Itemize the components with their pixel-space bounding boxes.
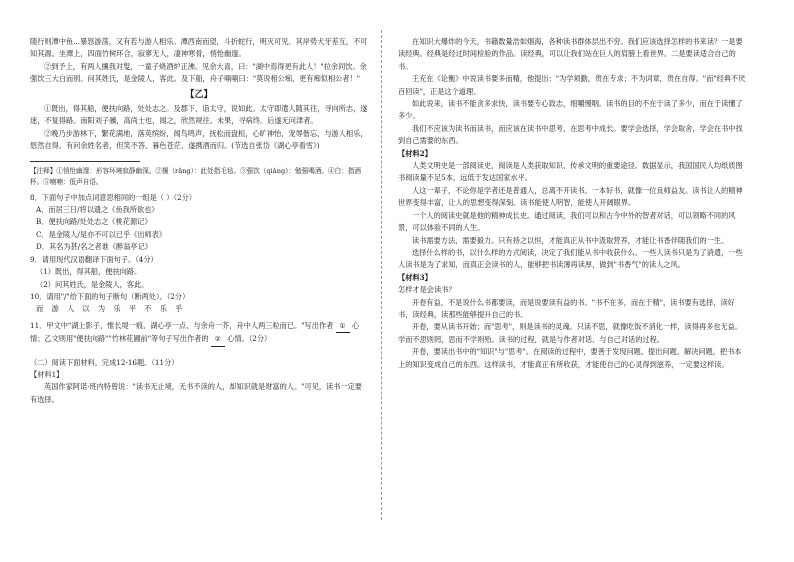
- question-8-option-d: D．其名为甚/名之者谁《醉翁亭记》: [36, 242, 152, 252]
- right-para-8: 读书需要方法，需要毅力。只有持之以恒，才能真正从书中汲取营养，才能让书香伴随我们的一生。: [412, 235, 729, 245]
- right-para-10: 开卷有益，不是说什么书都要读，而是说要读有益的书。"书不在多，而在于精"，读书要有选择，读好书，读经典，读那些能够提升自己的书。: [398, 297, 735, 319]
- right-para-1: 在知识大爆炸的今天，书籍数量浩如烟海，各种读书群体层出不穷。我们应该选择怎样的书来读？一是要读经典。经典是经过时间检验的作品。读经典，可以让我们站在巨人的肩膀上看世界。二是要读适合自己的书。: [398, 37, 743, 71]
- material-1-text: 英国作家阿诺·班内特曾说："读书无止境，无书不读的人，却知识就是财富的人。"可见，读书一定要有选择。: [30, 382, 362, 404]
- material-3-question: 怎样才是会读书？: [398, 285, 456, 295]
- right-para-5: 人类文明史是一部阅读史，阅读是人类获取知识、传承文明的重要途径。数据显示，我国国民人均纸质图书阅读量不足5本，远低于发达国家水平。: [398, 161, 743, 183]
- right-para-2: 王充在《论衡》中说读书要多而精，他提出："为学须勤，贵在专求；不为词章，贵在自得。"而"经典不厌百回读"，正是这个道理。: [398, 74, 746, 96]
- answer-blank-1[interactable]: ①: [336, 320, 350, 333]
- material-3-label: 【材料3】: [398, 272, 432, 282]
- question-8-option-b: B．便扶向路/处处志之《桃花源记》: [36, 217, 152, 227]
- right-para-11: 开卷，要从读书开始；而"思考"，则是读书的灵魂。只读不思，就像吃饭不消化一样，读得再多也无益。学而不思则罔，思而不学则殆。读书的过程，就是与作者对话、与自己对话的过程。: [398, 322, 743, 344]
- material-1-label: 【材料1】: [30, 369, 64, 379]
- section-2-heading: （二）阅读下面材料，完成12-16题。（11分）: [30, 357, 179, 367]
- passage-b-para1: ①既出，得其船，便扶向路，处处志之。及郡下，诣太守，说如此。太守即遣人随其往，寻向所志，遂迷，不复得路。南阳刘子骥，高尚士也，闻之，欣然规往。未果，寻病终。后遂无问津者。: [30, 104, 368, 126]
- right-para-7: 一个人的阅读史就是他的精神成长史。通过阅读，我们可以和古今中外的智者对话，可以领略不同的风景，可以体验不同的人生。: [398, 210, 736, 233]
- passage-b-title: 【乙】: [185, 89, 213, 100]
- left-column: [30, 36, 368, 406]
- right-para-4: 我们不应该为读书而读书，而应该在读书中思考，在思考中成长。要学会选择，学会取舍，学会在书中找到自己需要的东西。: [398, 123, 743, 146]
- question-8-option-a: A．而居三日/将以遗之《鱼我所欲也》: [36, 205, 159, 215]
- right-column: [398, 36, 748, 371]
- question-11-text: 11．甲文中"湖上影子，惟长堤一痕、湖心亭一点、与余舟一芥，舟中人两三粒而已。"写出作者: [30, 320, 334, 330]
- question-9-item-1: （1）既出，得其船，便扶向路。: [36, 267, 142, 277]
- column-divider: [381, 30, 382, 520]
- question-8: 8．下面句子中加点词意思相同的一组是（ ）（2分）: [30, 192, 196, 202]
- answer-blank-2[interactable]: ②: [211, 333, 225, 346]
- material-2-label: 【材料2】: [398, 148, 432, 158]
- question-10: 10．请用"/"给下面的句子断句（断两处）。（2分）: [30, 291, 190, 301]
- question-10-sentence: 而 游 人 以 为 乐 平 不 乐 乎: [36, 304, 186, 314]
- passage-b-para2: ②晚乃步游林下，繁花满地，落英缤纷，闻鸟鸣声，抚松而盘桓，心旷神怡，宠辱偕忘，与游人相乐，悠然自得。有问余姓名者，但笑不答。暮色苍茫，遂携酒而归。(节选自张岱《湖心亭看雪》): [30, 128, 368, 151]
- passage-a-para2: ②到予上，有两人攘我对叟，一童子烧酒炉正沸。见余大喜，曰："湖中焉得更有此人！"拉余同饮。余强饮三大白而别。问其姓氏，是金陵人，客此。及下船，舟子喃喃曰："莫说相公痴，更有痴似相公者！": [30, 61, 367, 84]
- annotation: 【注释】①悄怆幽邃：形容环境寂静幽深。②攘（rǎng）：此处指毛毡。③强饮（qiǎng）：勉强喝酒。④白：指酒杯。⑤喃喃：低声自语。: [30, 166, 361, 186]
- question-9: 9．请用现代汉语翻译下面句子。（4分）: [30, 254, 158, 264]
- right-para-3: 如此说来，读书不能贪多求快，读书要专心致志，细嚼慢咽。读书的目的不在于读了多少，而在于读懂了多少。: [398, 99, 743, 121]
- passage-a-para1: 随行则潭中鱼...暴怒游荡，又有若与游人相乐。潭西南而望，斗折蛇行，明灭可见。其岸势犬牙差互，不可知其源。坐潭上，四面竹树环合，寂寥无人，凄神寒骨，悄怆幽邃。: [30, 37, 368, 59]
- note-divider: [30, 161, 140, 162]
- right-para-9: 选择什么样的书，以什么样的方式阅读，决定了我们能从书中收获什么。一些人读书只是为了消遣，一些人读书是为了求知，而真正会读书的人，能够把书读薄再读厚，做到"书香气"的读人之风。: [398, 247, 743, 270]
- question-11: [30, 320, 368, 347]
- question-11-text-c: 心情。（2分）: [227, 334, 272, 344]
- question-11-text-b: 心情；乙文则用"便扶向路""竹林花圃前"等句子写出作者的: [30, 320, 360, 344]
- question-9-item-2: （2）问其姓氏，是金陵人，客此。: [36, 279, 149, 289]
- right-para-12: 开卷，要读出书中的"知识"与"思考"。在阅读的过程中，要善于发现问题、提出问题、解决问题，把书本上的知识变成自己的东西。这样读书，才能真正有所收获，才能使自己的心灵得到滋养，一定要这样读。: [398, 347, 742, 369]
- right-para-6: 人这一辈子，不论你是学者还是普通人，总离不开读书。一本好书，就像一位良师益友。读书让人的精神世界变得丰富，让人的思想变得深刻。读书能使人明智，能使人开阔眼界。: [398, 185, 743, 208]
- question-8-option-c: C．是金陵人/是亦不可以已乎《出师表》: [36, 229, 167, 239]
